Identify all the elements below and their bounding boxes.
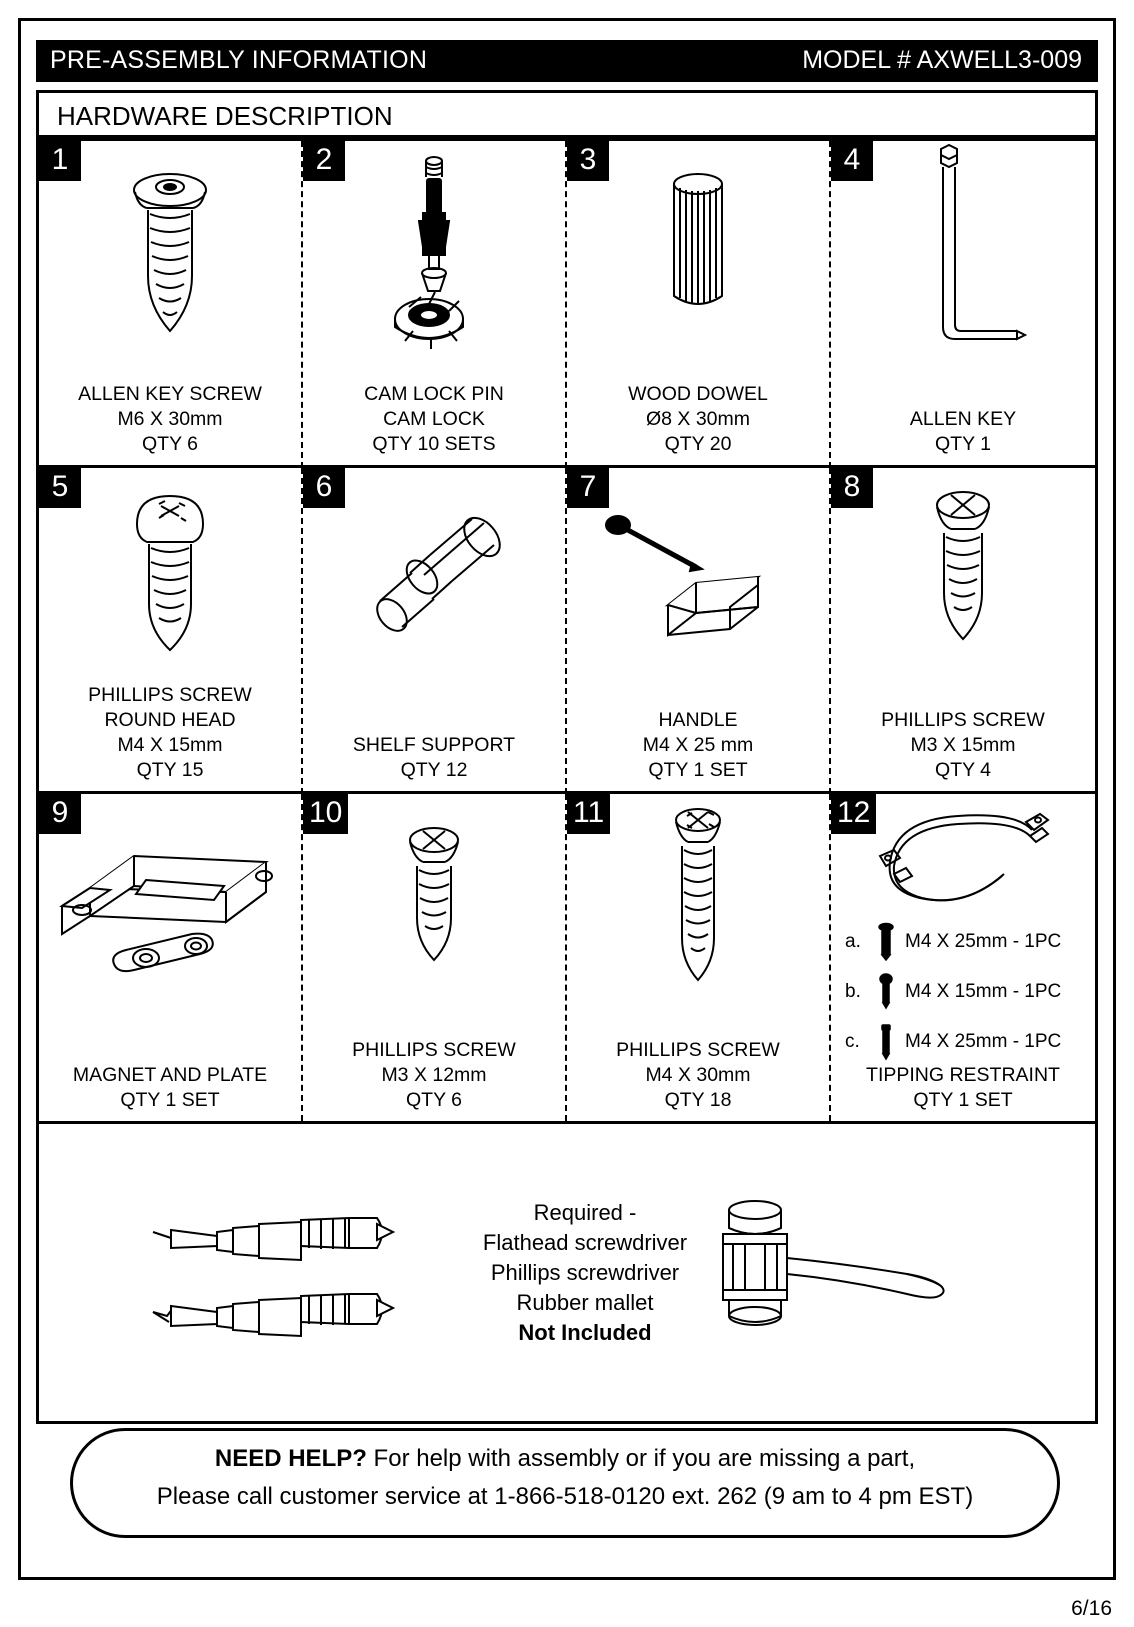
caption-line: QTY 1 SET [648,759,748,782]
part-text: M4 X 25mm - 1PC [905,930,1062,952]
caption-line: M4 X 15mm [117,734,223,757]
hardware-cell-3 [567,141,831,468]
page-header [36,40,1098,82]
tools-line: Rubber mallet [516,1290,654,1315]
need-help-box [70,1428,1060,1538]
caption-line: QTY 15 [136,759,204,782]
part-text: M4 X 15mm - 1PC [905,980,1062,1002]
part-label: a. [845,930,861,952]
help-line-2: Please call customer service at 1-866-518-0120 ext. 262 (9 am to 4 pm EST) [156,1483,974,1510]
tipping-restraint-part-a [839,916,1095,966]
tools-not-included: Not Included [518,1320,652,1345]
item-caption [567,382,829,457]
phillips-screw-round-head-icon [39,478,301,688]
caption-line: ROUND HEAD [104,709,236,732]
hardware-cell-1 [39,141,303,468]
rubber-mallet-icon [719,1196,969,1346]
item-number-badge: 5 [39,468,81,508]
hardware-description-title-box [36,90,1098,138]
tools-line: Required - [533,1200,637,1225]
item-caption [831,708,1095,783]
caption-line: QTY 6 [142,432,198,455]
screwdrivers-icon [149,1206,439,1346]
hardware-cell-8 [831,468,1095,795]
item-number-badge: 6 [303,468,345,508]
caption-line: QTY 1 [935,432,991,455]
item-caption [303,733,565,783]
magnet-and-plate-icon [39,804,301,1014]
item-number-badge: 7 [567,468,609,508]
caption-line: QTY 1 SET [913,1088,1013,1111]
caption-line: ALLEN KEY [909,407,1017,430]
item-caption [303,1038,565,1113]
caption-line: PHILLIPS SCREW [616,1038,780,1061]
phillips-screw-icon [831,478,1095,688]
allen-key-icon [831,151,1095,361]
required-tools-panel [36,1124,1098,1424]
wood-dowel-icon [567,151,829,361]
hardware-cell-6 [303,468,567,795]
cam-lock-pin-icon [303,151,565,361]
item-number-badge: 10 [303,794,348,834]
tools-line: Flathead screwdriver [482,1230,688,1255]
caption-line: PHILLIPS SCREW [881,709,1045,732]
caption-line: QTY 12 [400,759,468,782]
item-caption [831,1063,1095,1113]
caption-line: CAM LOCK [383,407,485,430]
item-caption [567,708,829,783]
caption-line: QTY 4 [935,759,991,782]
caption-line: M4 X 25 mm [642,734,754,757]
caption-line: CAM LOCK PIN [364,382,504,405]
need-help-rest: For help with assembly or if you are missing a part, [366,1445,916,1472]
screw-small-icon [867,921,905,961]
tipping-restraint-part-b [839,966,1095,1016]
phillips-screw-icon [303,804,565,1014]
caption-line: QTY 18 [664,1088,732,1111]
part-text: M4 X 25mm - 1PC [905,1030,1062,1052]
hardware-cell-10 [303,794,567,1121]
caption-line: HANDLE [658,709,738,732]
item-caption [567,1038,829,1113]
part-label: c. [845,1030,860,1052]
caption-line: Ø8 X 30mm [645,407,751,430]
item-number-badge: 4 [831,141,873,181]
required-tools-text [435,1198,735,1348]
tipping-restraint-parts [839,916,1095,1066]
hardware-grid [36,138,1098,1124]
caption-line: M3 X 15mm [910,734,1016,757]
handle-icon [567,478,829,688]
item-number-badge: 3 [567,141,609,181]
screw-small-icon [867,971,905,1011]
caption-line: M6 X 30mm [117,407,223,430]
hardware-cell-12 [831,794,1095,1121]
header-left-title: PRE-ASSEMBLY INFORMATION [50,46,428,74]
item-caption [831,407,1095,457]
caption-line: M4 X 30mm [645,1063,751,1086]
screw-small-icon [867,1021,905,1061]
tipping-restraint-icon [831,800,1095,910]
page-number: 6/16 [1071,1597,1112,1620]
caption-line: QTY 6 [406,1088,462,1111]
hardware-cell-9 [39,794,303,1121]
hardware-cell-2 [303,141,567,468]
caption-line: QTY 20 [664,432,732,455]
caption-line: WOOD DOWEL [628,382,768,405]
caption-line: PHILLIPS SCREW [352,1038,516,1061]
item-caption [39,683,301,783]
caption-line: PHILLIPS SCREW [88,684,252,707]
item-number-badge: 12 [831,794,876,834]
shelf-support-icon [303,478,565,688]
tools-line: Phillips screwdriver [490,1260,680,1285]
caption-line: QTY 1 SET [120,1088,220,1111]
help-line-1 [73,1445,1057,1473]
item-number-badge: 11 [567,794,610,834]
item-caption [39,382,301,457]
item-caption [303,382,565,457]
caption-line: ALLEN KEY SCREW [78,382,262,405]
need-help-label: NEED HELP? [214,1445,367,1472]
item-number-badge: 1 [39,141,81,181]
caption-line: MAGNET AND PLATE [72,1063,268,1086]
caption-line: M3 X 12mm [381,1063,487,1086]
caption-line: TIPPING RESTRAINT [866,1063,1060,1086]
hardware-cell-7 [567,468,831,795]
item-number-badge: 8 [831,468,873,508]
item-number-badge: 2 [303,141,345,181]
hardware-cell-11 [567,794,831,1121]
item-number-badge: 9 [39,794,81,834]
hardware-cell-5 [39,468,303,795]
allen-key-screw-icon [39,151,301,361]
hardware-cell-4 [831,141,1095,468]
section-title: HARDWARE DESCRIPTION [57,101,393,131]
phillips-screw-icon [567,804,829,1014]
header-model-number: MODEL # AXWELL3-009 [802,46,1082,74]
caption-line: SHELF SUPPORT [352,734,516,757]
part-label: b. [845,980,861,1002]
item-caption [39,1063,301,1113]
tipping-restraint-part-c [839,1016,1095,1066]
caption-line: QTY 10 SETS [372,432,496,455]
